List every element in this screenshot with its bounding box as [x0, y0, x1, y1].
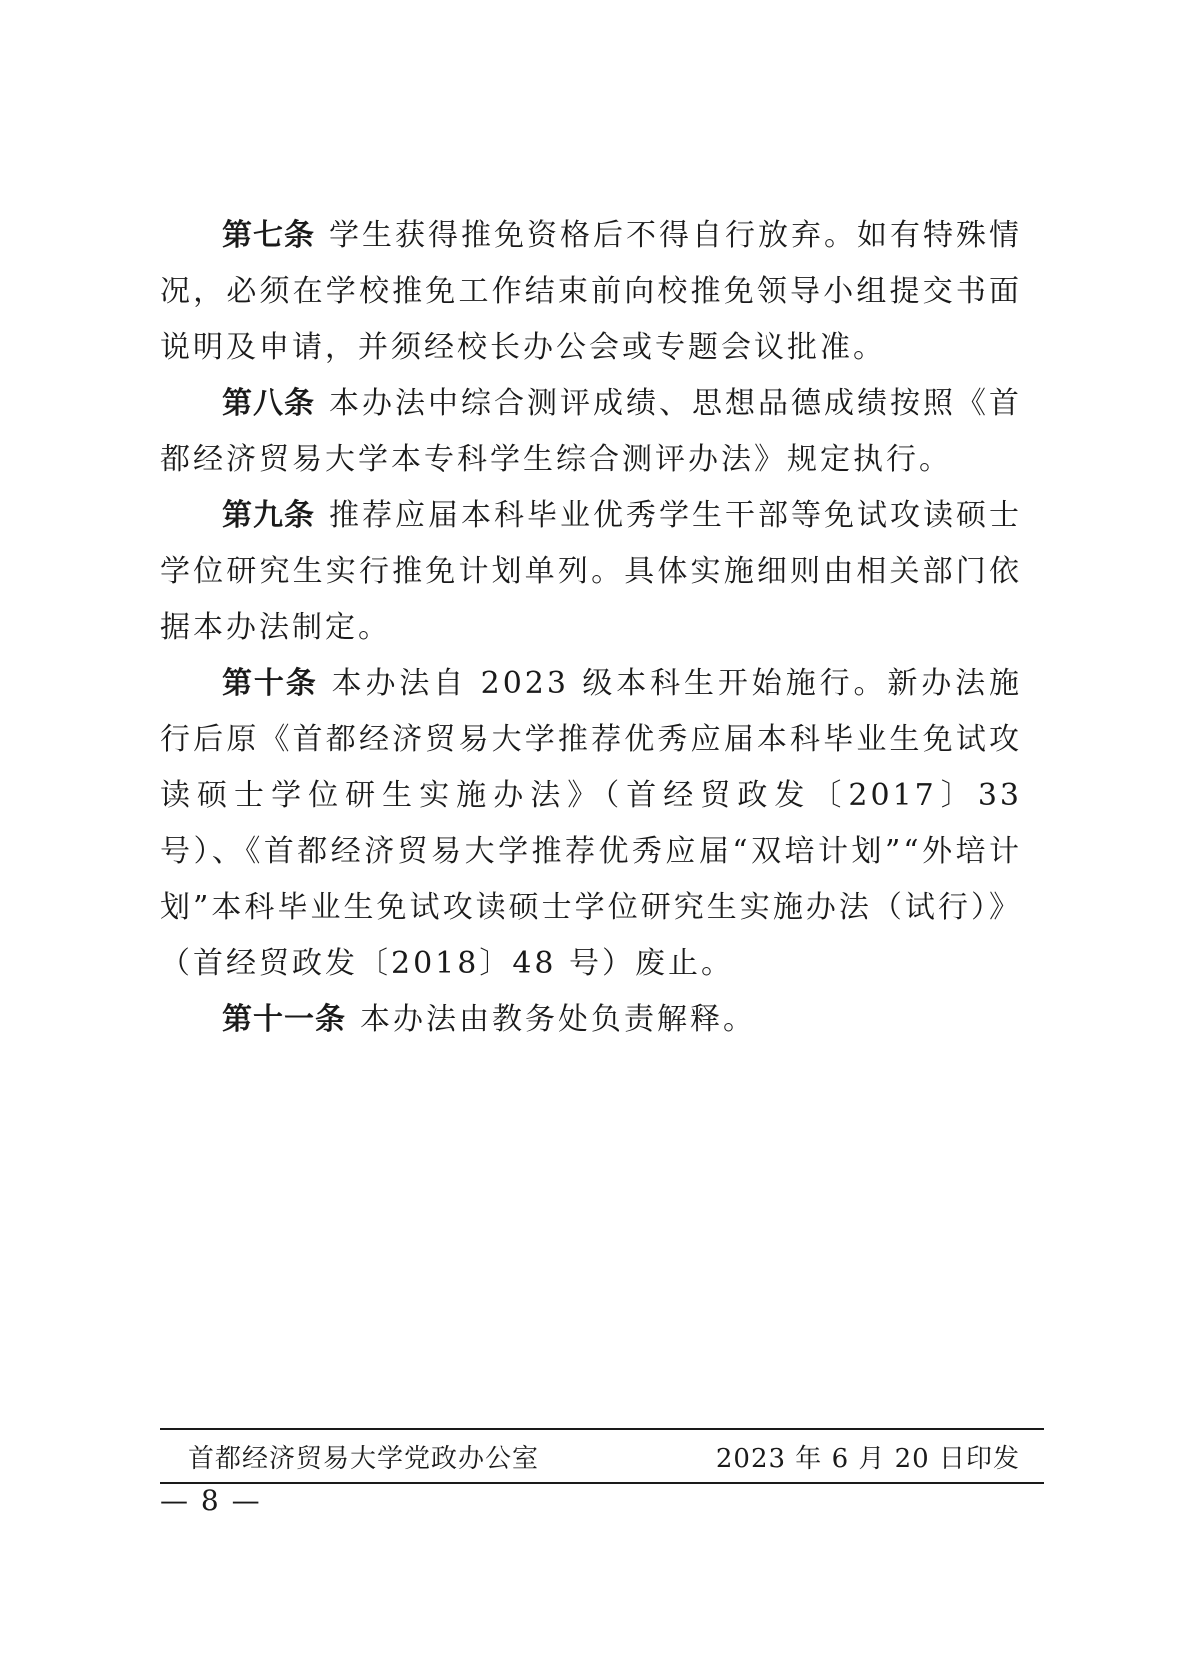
document-body	[160, 208, 1022, 1048]
article-text: 本办法由教务处负责解释。	[360, 1002, 756, 1037]
article-9	[160, 488, 1022, 656]
article-heading: 第八条	[222, 386, 315, 421]
article-7	[160, 208, 1022, 376]
imprint-bottom-rule	[160, 1482, 1044, 1484]
issue-date: 2023 年 6 月 20 日印发	[715, 1443, 1020, 1474]
issuing-office: 首都经济贸易大学党政办公室	[188, 1443, 540, 1474]
article-text: 本办法中综合测评成绩、思想品德成绩按照《首都经济贸易大学本专科学生综合测评办法》规定执行。	[160, 386, 1022, 477]
imprint-top-rule	[160, 1428, 1044, 1430]
article-8	[160, 376, 1022, 488]
article-text: 本办法自 2023 级本科生开始施行。新办法施行后原《首都经济贸易大学推荐优秀应届本科毕业生免试攻读硕士学位研生实施办法》（首经贸政发〔2017〕33 号）、《首都经济贸易大学推荐优秀应届“双培计划”“外培计划”本科毕业生免试攻读硕士学位研究生实施办法（试行）》（首经贸政发〔2018〕48 号）废止。	[160, 666, 1022, 981]
article-heading: 第九条	[222, 498, 315, 533]
article-heading: 第十条	[222, 666, 318, 701]
article-heading: 第七条	[222, 218, 315, 253]
article-10	[160, 656, 1022, 992]
imprint-line	[160, 1432, 1044, 1480]
article-heading: 第十一条	[222, 1002, 346, 1037]
article-text: 学生获得推免资格后不得自行放弃。如有特殊情况，必须在学校推免工作结束前向校推免领导小组提交书面说明及申请，并须经校长办公会或专题会议批准。	[160, 218, 1022, 365]
article-text: 推荐应届本科毕业优秀学生干部等免试攻读硕士学位研究生实行推免计划单列。具体实施细则由相关部门依据本办法制定。	[160, 498, 1022, 645]
article-11	[160, 992, 1022, 1048]
page-number: — 8 —	[160, 1484, 262, 1517]
